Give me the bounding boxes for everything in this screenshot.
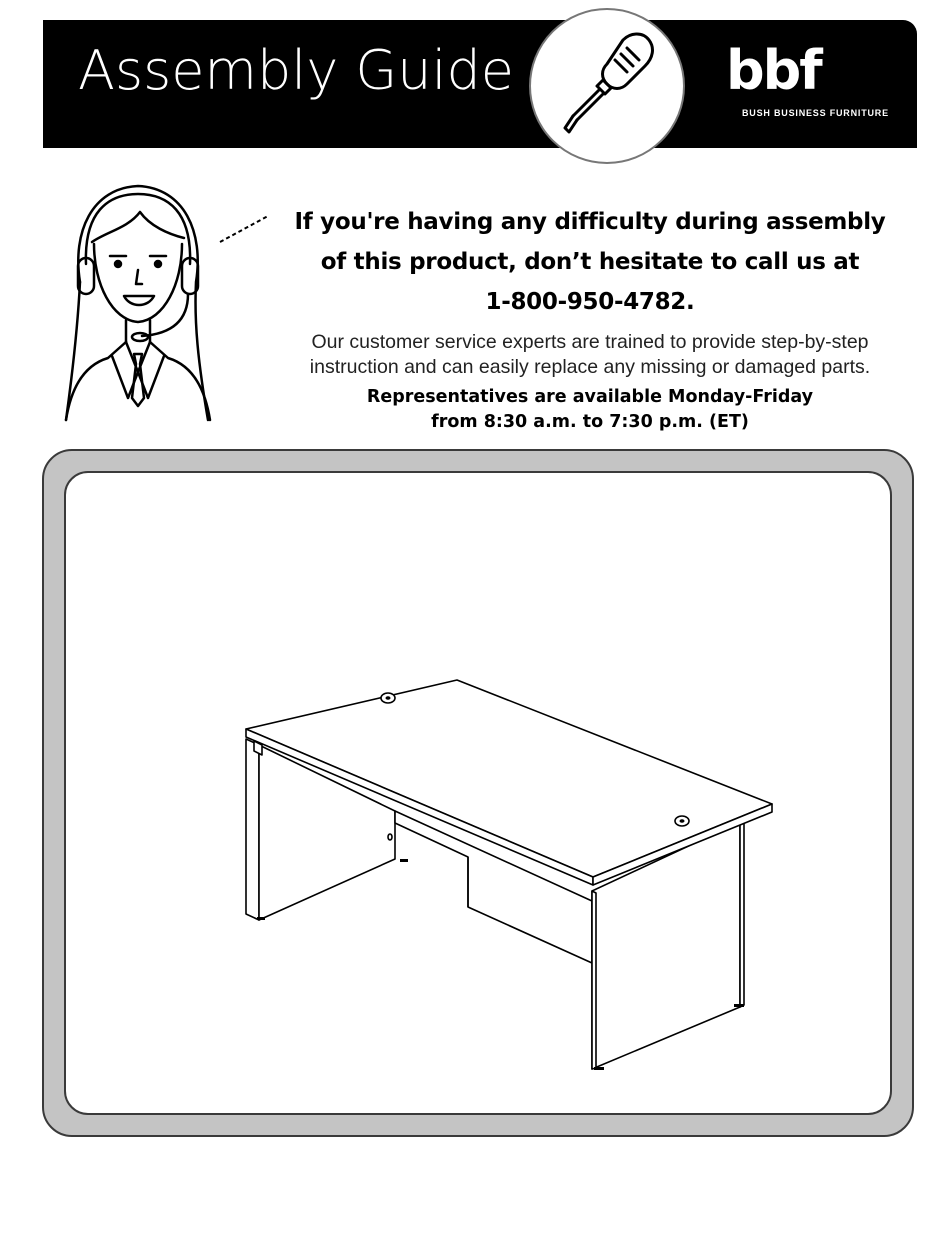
help-body	[262, 330, 918, 380]
hours-line: Representatives are available Monday-Friday	[366, 387, 814, 407]
help-body-line: Our customer service experts are trained to provide step-by-step	[311, 331, 869, 353]
customer-service-agent-icon	[58, 172, 218, 429]
desk-illustration	[64, 471, 892, 1115]
logo-mark: bbf	[726, 39, 821, 102]
page-title: Assembly Guide	[78, 39, 515, 102]
logo-subtitle: BUSH BUSINESS FURNITURE	[742, 108, 889, 118]
help-heading	[270, 202, 910, 322]
bbf-logo	[726, 39, 896, 120]
help-heading-line: of this product, don’t hesitate to call us at	[320, 249, 860, 275]
phone-number: 1-800-950-4782.	[485, 289, 695, 315]
tool-badge	[529, 8, 685, 164]
speech-dash-icon	[218, 214, 270, 244]
hours-line: from 8:30 a.m. to 7:30 p.m. (ET)	[431, 412, 749, 432]
service-hours	[300, 385, 880, 435]
help-heading-line: If you're having any difficulty during assembly	[294, 209, 886, 235]
screwdriver-icon	[531, 10, 683, 162]
help-body-line: instruction and can easily replace any missing or damaged parts.	[309, 356, 871, 378]
